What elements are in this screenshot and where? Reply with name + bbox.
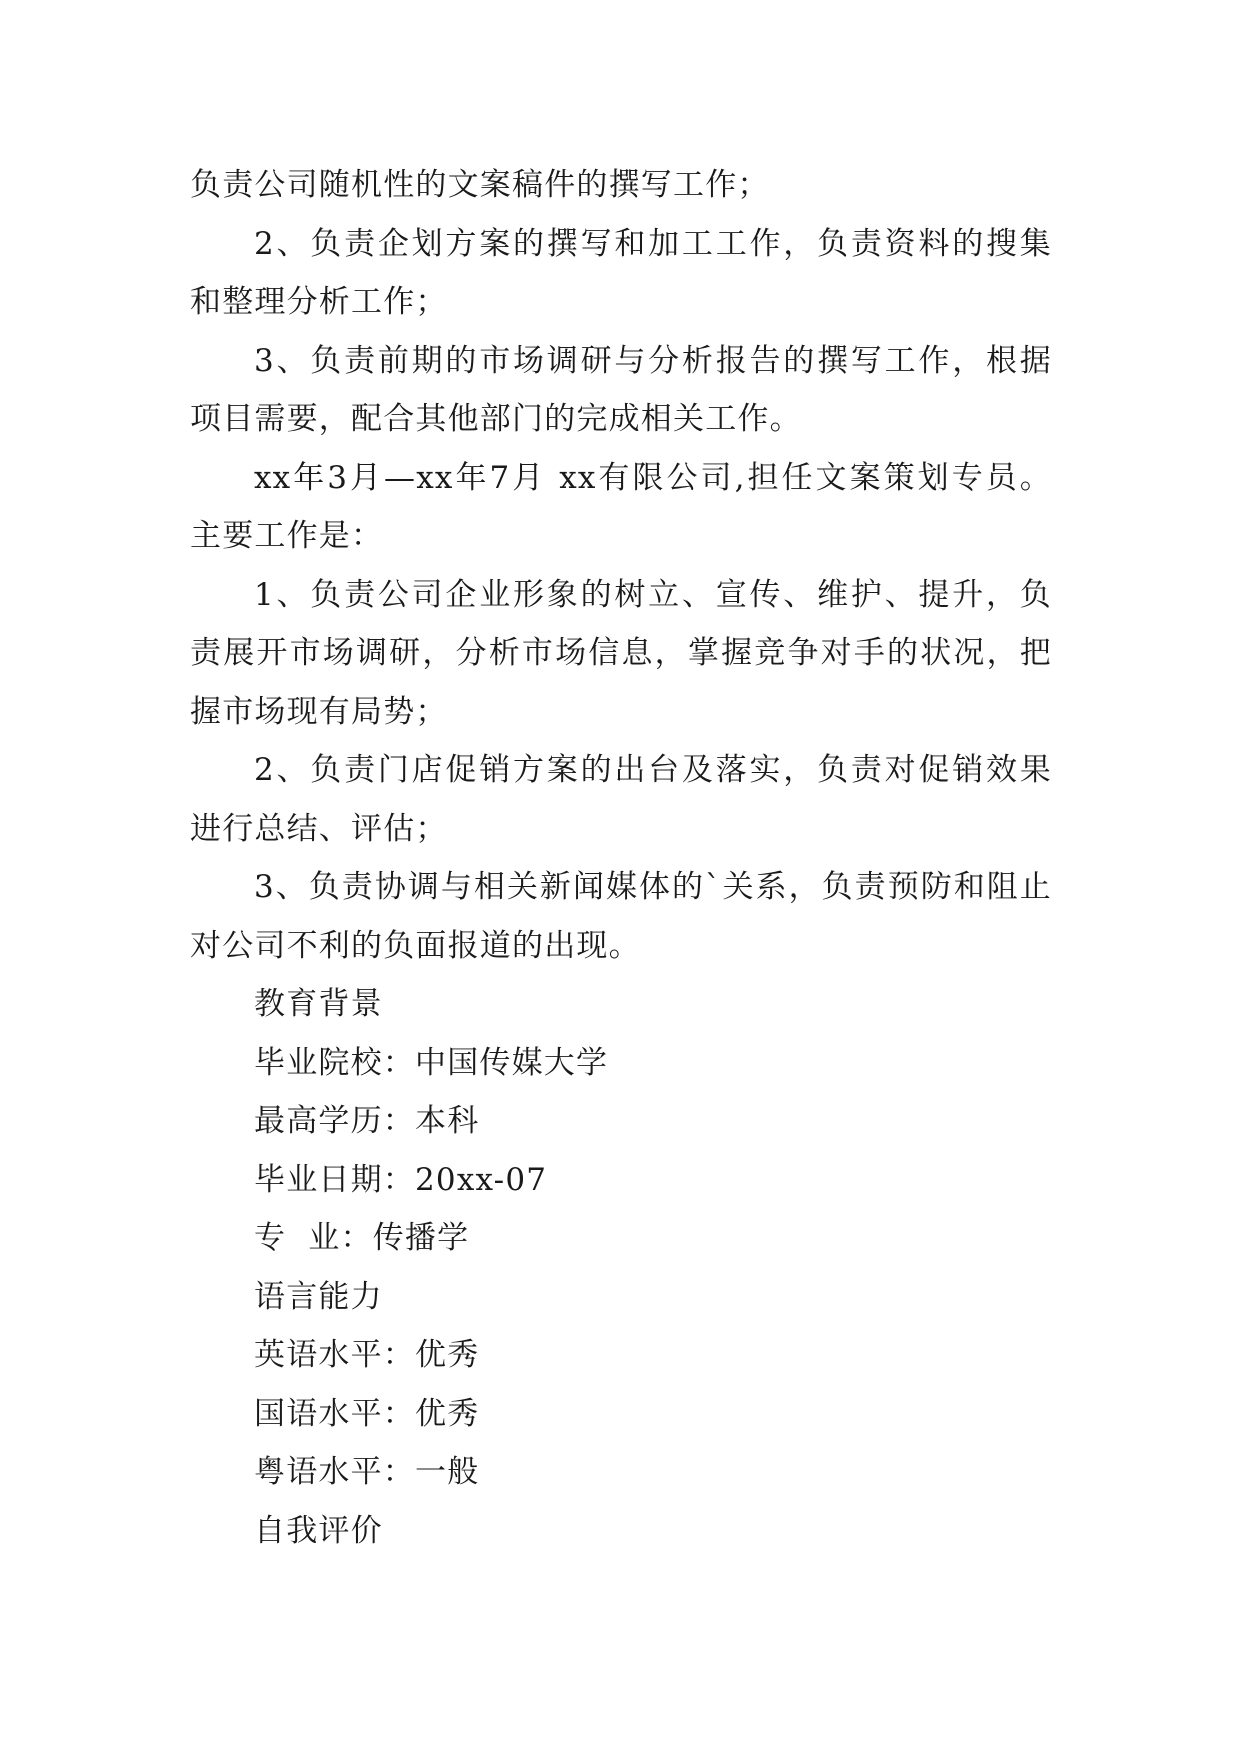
text-line: 主要工作是： <box>190 518 384 554</box>
text-line: xx年3月—xx年7月 xx有限公司,担任文案策划专员。 <box>254 459 1052 496</box>
text-line: 国语水平：优秀 <box>254 1395 480 1432</box>
text-line: 专 业：传播学 <box>254 1220 470 1256</box>
text-line: 2、负责门店促销方案的出台及落实，负责对促销效果 <box>254 752 1052 788</box>
text-line: 项目需要，配合其他部门的完成相关工作。 <box>190 401 802 437</box>
section-heading: 自我评价 <box>254 1512 383 1549</box>
text-line: 毕业院校：中国传媒大学 <box>254 1044 609 1081</box>
text-line: 3、负责协调与相关新闻媒体的`关系，负责预防和阻止 <box>254 869 1052 905</box>
text-line: 握市场现有局势； <box>190 693 448 730</box>
section-heading: 语言能力 <box>254 1278 383 1315</box>
text-line: 最高学历：本科 <box>254 1103 480 1139</box>
text-line: 责展开市场调研，分析市场信息，掌握竞争对手的状况，把 <box>190 635 1052 671</box>
text-line: 英语水平：优秀 <box>254 1337 480 1373</box>
text-line: 2、负责企划方案的撰写和加工工作，负责资料的搜集 <box>254 225 1052 262</box>
text-line: 粤语水平：一般 <box>254 1454 480 1490</box>
document-body <box>190 156 1052 1560</box>
text-line: 毕业日期：20xx-07 <box>254 1161 548 1198</box>
text-line: 进行总结、评估； <box>190 810 448 847</box>
text-line: 负责公司随机性的文案稿件的撰写工作； <box>190 167 770 203</box>
text-line: 3、负责前期的市场调研与分析报告的撰写工作，根据 <box>254 342 1052 379</box>
text-line: 对公司不利的负面报道的出现。 <box>190 927 641 964</box>
text-line: 1、负责公司企业形象的树立、宣传、维护、提升，负 <box>254 576 1052 613</box>
text-line: 和整理分析工作； <box>190 284 448 320</box>
section-heading: 教育背景 <box>254 986 383 1022</box>
